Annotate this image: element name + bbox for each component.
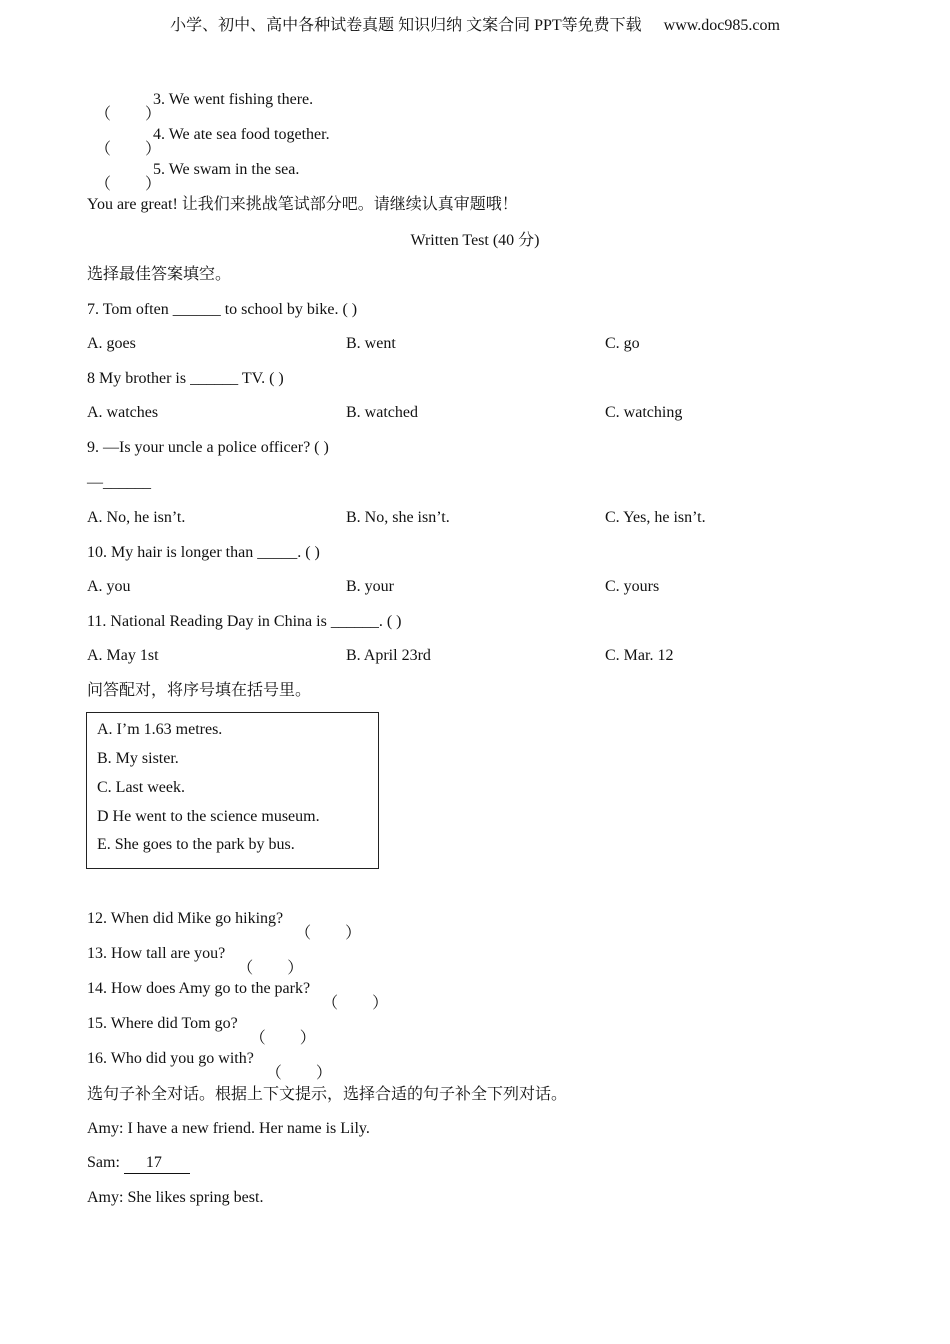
question-stem: 11. National Reading Day in China is ______. ( ) bbox=[87, 613, 402, 630]
dialog-line: Amy: She likes spring best. bbox=[87, 1189, 264, 1206]
option-b: B. watched bbox=[346, 404, 418, 421]
option-a: A. you bbox=[87, 578, 131, 595]
option-b: B. No, she isn’t. bbox=[346, 509, 450, 526]
listening-item: （ ） 5. We swam in the sea. bbox=[95, 161, 300, 193]
match-question: 14. How does Amy go to the park? （ ） bbox=[87, 980, 389, 1012]
question-stem: 10. My hair is longer than _____. ( ) bbox=[87, 544, 320, 561]
option-c: C. watching bbox=[605, 404, 683, 421]
written-test-title: Written Test (40 分) bbox=[410, 232, 540, 249]
listening-item: （ ） 4. We ate sea food together. bbox=[95, 126, 330, 158]
dialog-line: Sam: 17 bbox=[87, 1152, 190, 1174]
option-c: C. go bbox=[605, 335, 640, 352]
option-c: C. yours bbox=[605, 578, 660, 595]
dialog-line: Amy: I have a new friend. Her name is Lily. bbox=[87, 1120, 370, 1137]
box-option: C. Last week. bbox=[97, 779, 185, 796]
box-option: D He went to the science museum. bbox=[97, 808, 320, 825]
header-site: www.doc985.com bbox=[663, 17, 780, 34]
match-question: 16. Who did you go with? （ ） bbox=[87, 1050, 332, 1082]
answer-options-box bbox=[86, 712, 379, 869]
section3-instruction: 选句子补全对话。根据上下文提示，选择合适的句子补全下列对话。 bbox=[87, 1086, 568, 1103]
box-option: A. I’m 1.63 metres. bbox=[97, 721, 223, 738]
section2-instruction: 问答配对，将序号填在括号里。 bbox=[87, 682, 312, 699]
page-header bbox=[0, 12, 950, 35]
box-option: E. She goes to the park by bus. bbox=[97, 836, 295, 853]
section1-instruction: 选择最佳答案填空。 bbox=[87, 266, 232, 283]
option-c: C. Mar. 12 bbox=[605, 647, 674, 664]
match-question: 15. Where did Tom go? （ ） bbox=[87, 1015, 316, 1047]
listening-item: （ ） 3. We went fishing there. bbox=[95, 91, 314, 123]
option-a: A. goes bbox=[87, 335, 136, 352]
answer-blank: —______ bbox=[87, 474, 151, 491]
option-b: B. went bbox=[346, 335, 396, 352]
option-a: A. May 1st bbox=[87, 647, 159, 664]
box-option: B. My sister. bbox=[97, 750, 179, 767]
option-a: A. No, he isn’t. bbox=[87, 509, 186, 526]
match-question: 12. When did Mike go hiking? （ ） bbox=[87, 910, 362, 942]
question-stem: 7. Tom often ______ to school by bike. ( ) bbox=[87, 301, 358, 318]
option-a: A. watches bbox=[87, 404, 159, 421]
option-c: C. Yes, he isn’t. bbox=[605, 509, 706, 526]
match-question: 13. How tall are you? （ ） bbox=[87, 945, 304, 977]
option-b: B. April 23rd bbox=[346, 647, 431, 664]
header-banner: 小学、初中、高中各种试卷真题 知识归纳 文案合同 PPT等免费下载 bbox=[170, 17, 642, 34]
dialog-blank: 17 bbox=[124, 1153, 190, 1174]
option-b: B. your bbox=[346, 578, 394, 595]
question-stem: 9. —Is your uncle a police officer? ( ) bbox=[87, 439, 329, 456]
encourage-text: You are great! 让我们来挑战笔试部分吧。请继续认真审题哦！ bbox=[87, 196, 518, 213]
question-stem: 8 My brother is ______ TV. ( ) bbox=[87, 370, 284, 387]
